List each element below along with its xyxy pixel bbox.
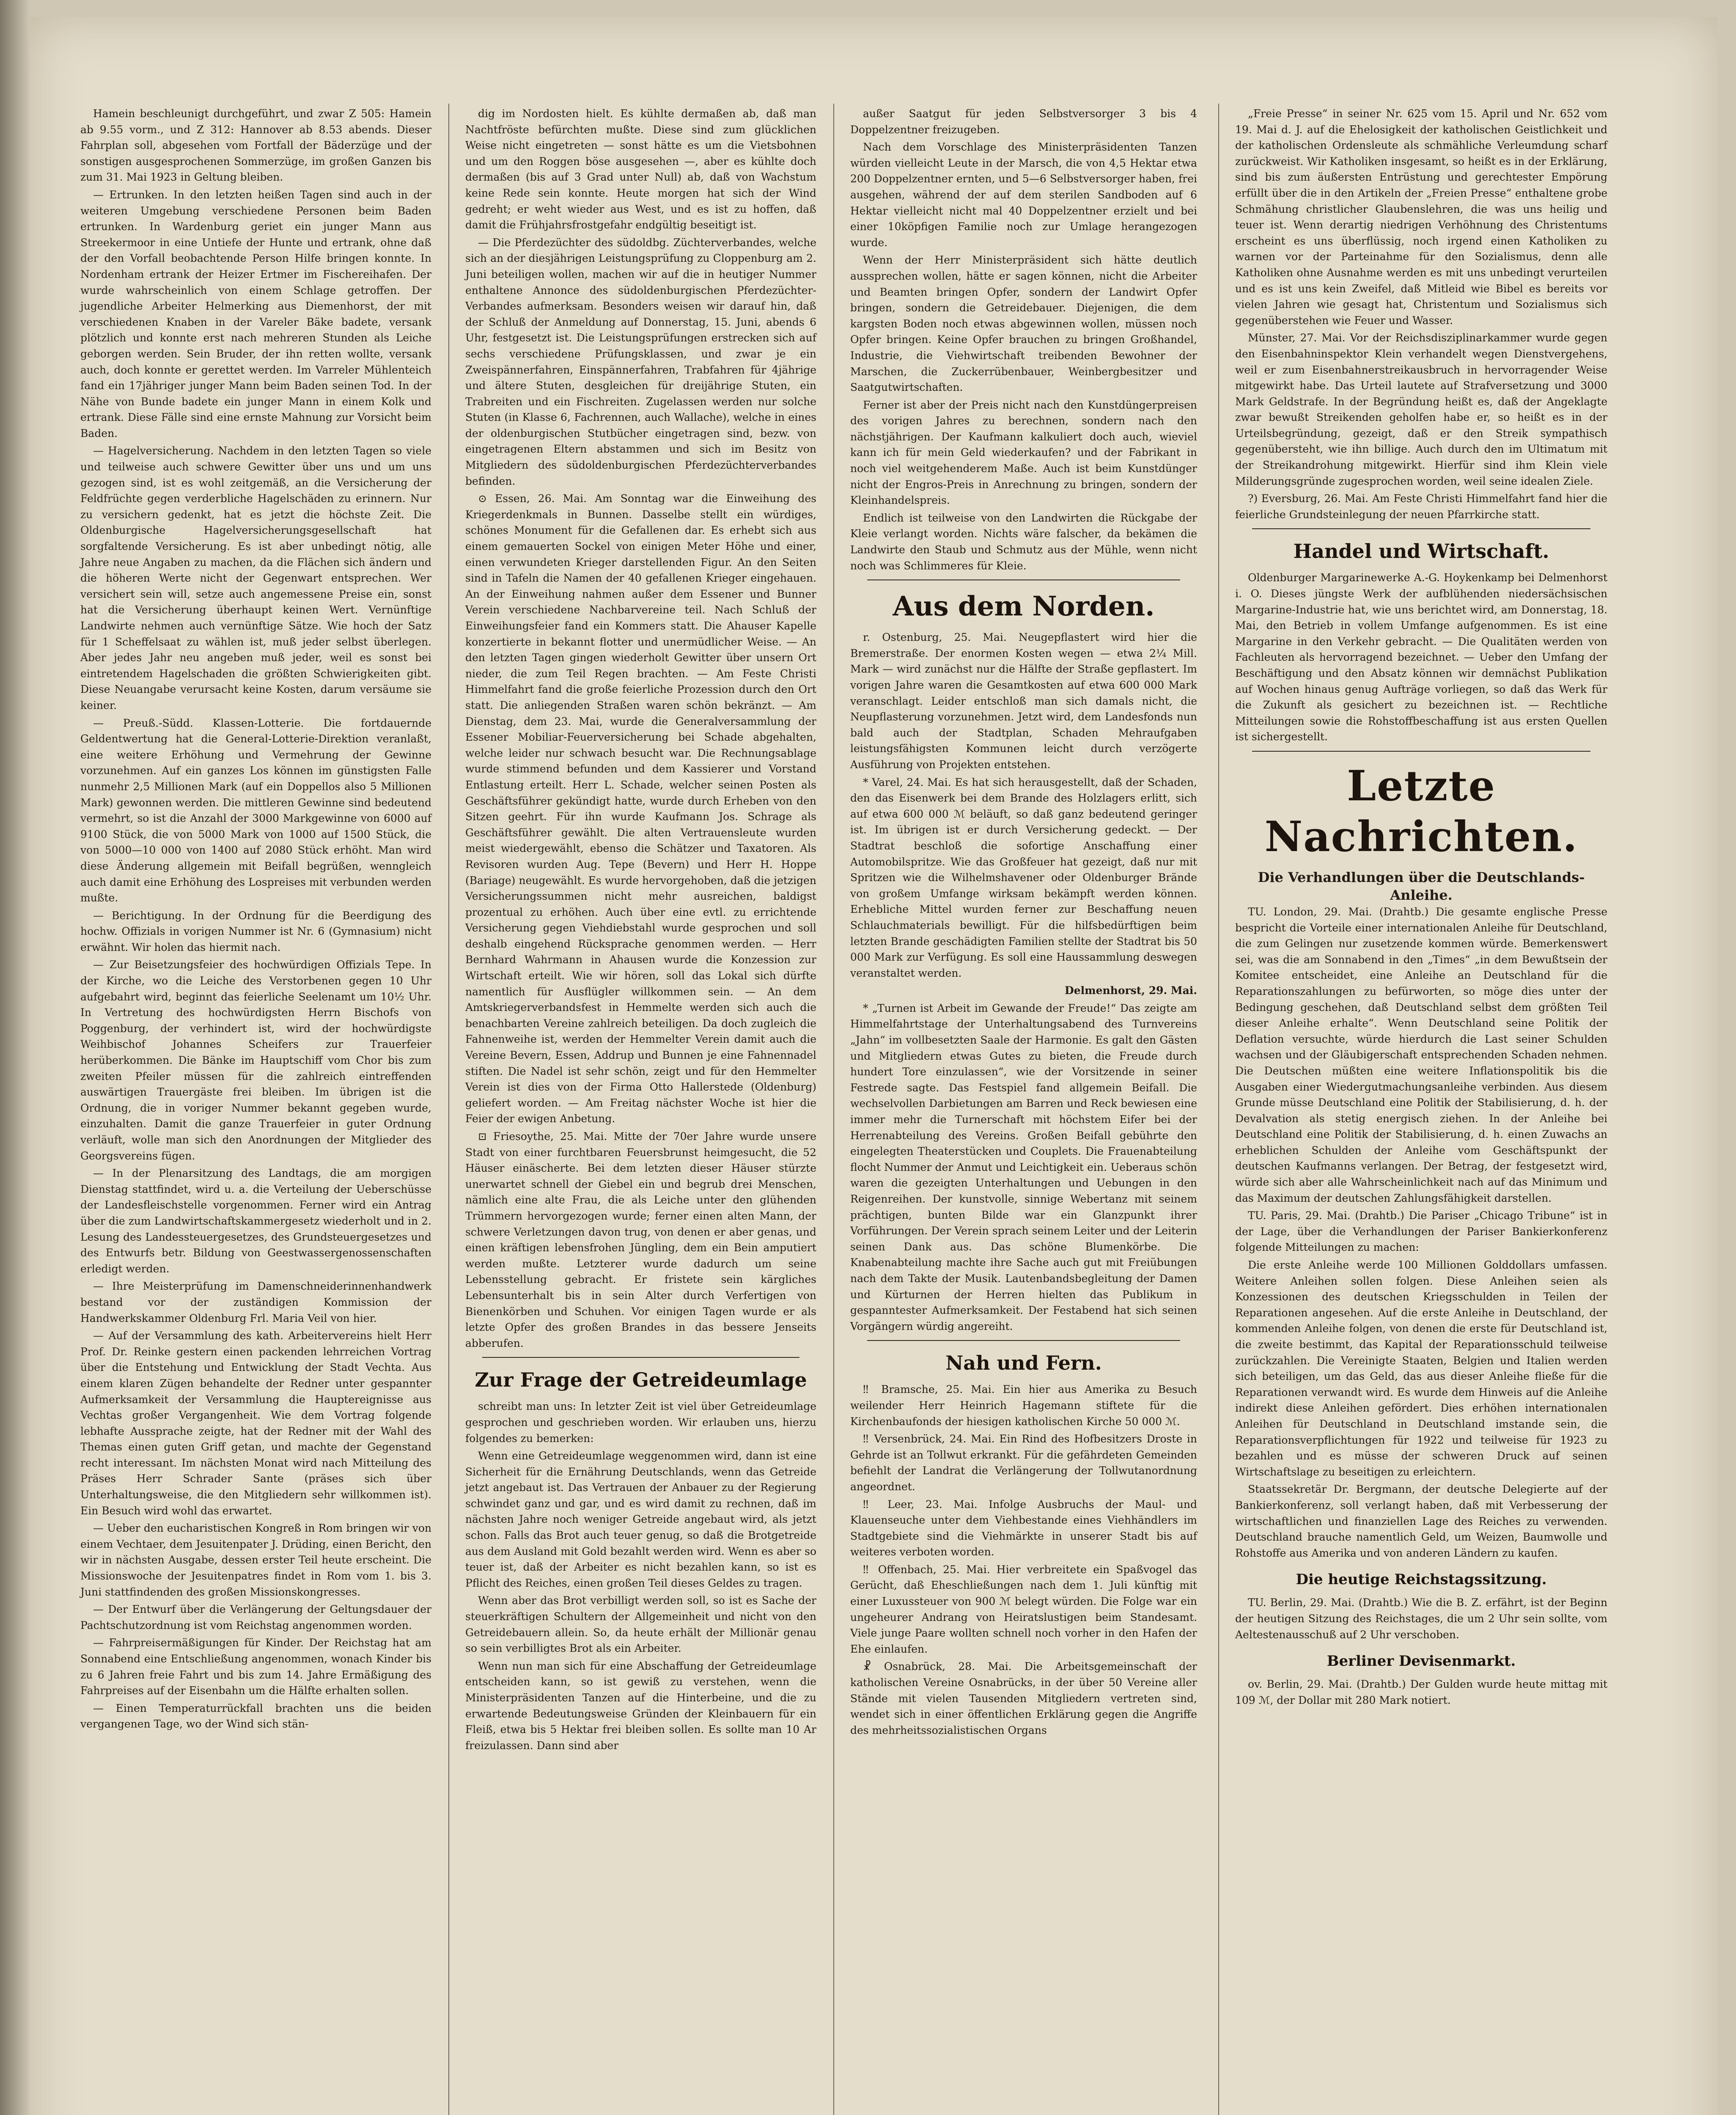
paragraph: dig im Nordosten hielt. Es kühlte dermaßen ab, daß man Nachtfröste befürchten mußte. Diese sind zum glücklichen Weise nicht eingetreten — sonst hätte es um die Vietsbohnen und um den Roggen böse ausgesehen —, aber es kühlte doch dermaßen (bis auf 3 Grad unter Null) ab, daß von Wachstum keine Rede sein konnte. Heute morgen hat sich der Wind gedreht; er weht wieder aus West, und es ist zu hoffen, daß damit die Frühjahrsfrostgefahr endgültig beseitigt ist. [465,107,816,231]
paragraph: TU. Berlin, 29. Mai. (Drahtb.) Wie die B. Z. erfährt, ist der Beginn der heutigen Sitzung des Reichstages, die um 2 Uhr sein sollte, vom Aeltestenausschuß auf 2 Uhr verschoben. [1235,1596,1607,1641]
paragraph: ‼ Leer, 23. Mai. Infolge Ausbruchs der Maul- und Klauenseuche unter dem Viehbestande eines Viehhändlers im Stadtgebiete sind die Viehmärkte in unserer Stadt bis auf weiteres verboten worden. [850,1498,1197,1558]
paragraph: r. Ostenburg, 25. Mai. Neugepflastert wird hier die Bremerstraße. Der enormen Kosten wegen — etwa 2¼ Mill. Mark — wird zunächst nur die Hälfte der Straße gepflastert. Im vorigen Jahre waren die Gesamtkosten auf etwa 600 000 Mark veranschlagt. Leider entschloß man sich damals nicht, die Neupflasterung vorzunehmen. Jetzt wird, dem Landesfonds nun bald auch der Stadtplan, Schaden Mehraufgaben leistungsfähigsten Kommunen leicht durch verzögerte Ausführung von Projekten entstehen. [850,631,1197,771]
paragraph: — Ueber den eucharistischen Kongreß in Rom bringen wir von einem Vechtaer, dem Jesuitenpater J. Drüding, einen Bericht, den wir in nächsten Ausgabe, dessen erster Teil heute erscheint. Die Missionswoche der Jesuitenpatres findet in Rom vom 1. bis 3. Juni stattfindenden des großen Missionskongresses. [80,1522,431,1598]
paragraph: — Zur Beisetzungsfeier des hochwürdigen Offizials Tepe. In der Kirche, wo die Leiche des Verstorbenen gegen 10 Uhr aufgebahrt wird, beginnt das feierliche Seelenamt um 10½ Uhr. In Vertretung des hochwürdigsten Herrn Bischofs von Poggenburg, der verhindert ist, wird der hochwürdigste Weihbischof Johannes Scheifers zur Trauerfeier herüberkommen. Die Bänke im Hauptschiff vom Chor bis zum zweiten Pfeiler müssen für die zahlreich eintreffenden auswärtigen Trauergäste frei bleiben. Im übrigen ist die Ordnung, die in voriger Nummer bekannt gegeben wurde, einzuhalten. Damit die ganze Trauerfeier in guter Ordnung verläuft, wolle man sich den Anordnungen der Mitglieder des Georgsvereins fügen. [80,959,431,1162]
article-block [1235,904,1607,1561]
paragraph: * Varel, 24. Mai. Es hat sich herausgestellt, daß der Schaden, den das Eisenwerk bei dem Brande des Holzlagers erlitt, sich auf etwa 600 000 ℳ beläuft, so daß ganz bedeutend geringer ist. Im übrigen ist er durch Versicherung gedeckt. — Der Stadtrat beschloß die sofortige Anschaffung einer Automobilspritze. Wie das Großfeuer hat gezeigt, daß nur mit Spritzen wie die Wilhelmshavener oder Oldenburger Brände von großem Umfange wirksam bekämpft werden können. Erhebliche Mittel wurden ferner zur Beschaffung neuen Schlauchmaterials bewilligt. Für die hilfsbedürftigen beim letzten Brande geschädigten Familien stellte der Stadtrat bis 50 000 Mark zur Verfügung. Es soll eine Haussammlung deswegen veranstaltet werden. [850,776,1197,979]
paragraph: Wenn der Herr Ministerpräsident sich hätte deutlich aussprechen wollen, hätte er sagen können, nicht die Arbeiter und Beamten bringen Opfer, sondern der Landwirt Opfer bringen, sondern die Getreidebauer. Diejenigen, die dem kargsten Boden noch etwas abgewinnen wollen, müssen noch Opfer bringen. Keine Opfer brauchen zu bringen Großhandel, Industrie, die Viehwirtschaft treibenden Bewohner der Marschen, die Zuckerrübenbauer, Weinbergbesitzer und Saatgutwirtschaften. [850,254,1197,394]
paragraph: ⊡ Friesoythe, 25. Mai. Mitte der 70er Jahre wurde unsere Stadt von einer furchtbaren Feuersbrunst heimgesucht, die 52 Häuser einäscherte. Bei dem letzten dieser Häuser stürzte unerwartet schnell der Giebel ein und begrub drei Menschen, nämlich eine alte Frau, die als Leiche unter den glühenden Trümmern hervorgezogen wurde; ferner einen alten Mann, der schwere Verletzungen davon trug, von denen er aber genas, und einen kräftigen lebensfrohen Jüngling, dem ein Bein amputiert werden mußte. Letzterer wurde dadurch um seine Lebensstellung gebracht. Er fristete sein kärgliches Lebensunterhalt bis in sein Alter durch Verfertigen von Bienenkörben und Schuhen. Vor einigen Tagen wurde er als letzte Opfer des großen Brandes in das bessere Jenseits abberufen. [465,1130,816,1349]
article-block [1235,106,1607,522]
column-2 [465,106,816,1755]
paragraph: ‼ Bramsche, 25. Mai. Ein hier aus Amerika zu Besuch weilender Herr Heinrich Hagemann stiftete für die Kirchenbaufonds der hiesigen katholischen Kirche 50 000 ℳ. [850,1383,1197,1428]
paragraph: ov. Berlin, 29. Mai. (Drahtb.) Der Gulden wurde heute mittag mit 109 ℳ, der Dollar mit 280 Mark notiert. [1235,1678,1607,1706]
paragraph: „Freie Presse“ in seiner Nr. 625 vom 15. April und Nr. 652 vom 19. Mai d. J. auf die Ehelosigkeit der katholischen Geistlichkeit und der katholischen Ordensleute als schmähliche Verleumdung scharf zurückweist. Wir Katholiken insgesamt, so heißt es in der Erklärung, sind bis zum äußersten Entrüstung und gerechtester Empörung erfüllt über die in den Artikeln der „Freien Presse“ enthaltene grobe Schmähung christlicher Glaubenslehren, die was uns heilig und teuer ist. Wenn derartig niedrigen Verhöhnung des Christentums erscheint es uns überflüssig, noch irgend einen Katholiken zu warnen vor der Parteinahme für den Sozialismus, denn alle Katholiken ohne Ausnahme werden es mit uns unbedingt verurteilen und es ist uns kein Zweifel, daß Mitleid wie Bibel es bereits vor vielen Jahren wie gesagt hat, Christentum und Sozialismus sich gegenüberstehen wie Feuer und Wasser. [1235,107,1607,327]
article-block [465,1398,816,1753]
paragraph: — Hagelversicherung. Nachdem in den letzten Tagen so viele und teilweise auch schwere Gewitter über uns und um uns gezogen sind, ist es wohl zeitgemäß, an die Versicherung der Feldfrüchte gegen verderbliche Hagelschäden zu erinnern. Nur zu versichern gedenkt, hat es jetzt die höchste Zeit. Die Oldenburgische Hagelversicherungsgesellschaft hat sorgfaltende Versicherung. Es ist aber unbedingt nötig, alle Jahre neue Angaben zu machen, da die Flächen sich ändern und die höheren Werte nicht der Gegenwart entsprechen. Wer versichert sein will, setze auch angemessene Preise ein, sonst hat die Versicherung überhaupt keinen Wert. Vernünftige Landwirte nehmen auch vernünftige Sätze. Wie hoch der Satz für 1 Scheffelsaat zu wählen ist, muß jeder selbst überlegen. Aber jedes Jahr neu angeben muß jeder, weil es sonst bei eintretendem Hagelschaden die größten Schwierigkeiten gibt. Diese Neuangabe verursacht keine Kosten, darum versäume sie keiner. [80,445,431,711]
column-4 [1235,106,1607,1710]
article-block [850,629,1197,981]
article-block [850,1000,1197,1334]
page-edge-shadow [0,0,30,2115]
paragraph: Die erste Anleihe werde 100 Millionen Golddollars umfassen. Weitere Anleihen sollen folgen. Diese Anleihen seien als Konzessionen des deutschen Kriegsschulden in Teilen der Reparationen angesehen. Auf die erste Anleihe in Deutschland, der kommenden Anleihe folgen, von denen die erste für Deutschland ist, die zweite bestimmt, das Kapital der Reparationsschuld teilweise zurückzahlen. Die Vereinigte Staaten, Belgien und Italien werden sich beteiligen, um das Geld, das aus dieser Anleihe fließe für die Reparationen verwandt wird. Es wurde dem Hinweis auf die Anleihe indirekt diese Anleihen gefördert. Dies erhöhen internationalen Anleihen für Deutschland in Deutschland imstande sein, die Reparationsverpflichtungen für 1922 und teilweise für 1923 zu bezahlen und es müsse der schweren Druck auf seinen Wirtschaftslage zu beseitigen zu erleichtern. [1235,1259,1607,1478]
headline-letzte-nachrichten: Letzte Nachrichten. [1264,761,1578,861]
paragraph: ‼ Versenbrück, 24. Mai. Ein Rind des Hofbesitzers Droste in Gehrde ist an Tollwut erkrankt. Für die gefährdeten Gemeinden befiehlt der Landrat die Verlängerung der Tollwutanordnung angeordnet. [850,1433,1197,1493]
paragraph: Wenn nun man sich für eine Abschaffung der Getreideumlage entscheiden kann, so ist gewiß zu verstehen, wenn die Ministerpräsidenten Tanzen auf die Hinterbeine, und die zu erwartende Bedeutungsweise Gründen der Kleinbauern für ein Fleiß, etwa bis 5 Hektar frei bleiben sollen. Es sollte man 10 Ar freizulassen. Dann sind aber [465,1659,816,1752]
divider [482,1357,799,1358]
paragraph: TU. London, 29. Mai. (Drahtb.) Die gesamte englische Presse bespricht die Vorteile einer internationalen Anleihe für Deutschland, die zum Gelingen nur zusetzende kommen würde. Bemerkenswert sei, was die am Sonnabend in den „Times“ „in dem Bewußtsein der Komitee entscheidet, eine Anleihe an Deutschland für die Reparationszahlungen zu befürworten, so möge dies unter der Bedingung geschehen, daß Deutschland selbst dem größten Teil dieser Anleihe erhalte“. Wenn Deutschland seine Politik der Deflation versuchte, würde hierdurch die Last seiner Schulden wachsen und der Gläubigerschaft entsprechenden Schaden nehmen. Die Deutschen müßten eine weitere Inflationspolitik bis die Ausgaben einer Wiedergutmachungsanleihe verbinden. Aus diesem Grunde müsse Deutschland eine Politik der Stabilisierung, d. h. der Devalvation als stetig energisch ziehen. In der Anleihe bei Deutschland eine Politik der Stabilisierung, d. h. einen Zuwachs an erheblichen Schulden der Anleihe vom Geschäftspunkt der deutschen Kaufmanns verlangen. Der Betrag, der festgesetzt wird, würde sich aber alle Wahrscheinlichkeit nach auf das Minimum und das Maximum der deutschen Zahlungsfähigkeit darstellen. [1235,905,1607,1204]
paragraph: — Ertrunken. In den letzten heißen Tagen sind auch in der weiteren Umgebung verschiedene Personen beim Baden ertrunken. In Wardenburg geriet ein junger Mann aus Streekermoor in eine Untiefe der Hunte und ertrank, ohne daß der den Vorfall beobachtende Person Hilfe bringen konnte. In Nordenham ertrank der Heizer Ertmer im Fischereihafen. Der wurde wahrscheinlich von einem Schlage getroffen. Der jugendliche Arbeiter Helmerking aus Diemenhorst, der mit verschiedenen Knaben in der Vareler Bäke badete, versank plötzlich und konnte erst nach mehreren Stunden als Leiche geborgen werden. Sein Bruder, der ihn retten wollte, versank auch, doch konnte er gerettet werden. Im Varreler Mühlenteich fand ein 17jähriger junger Mann beim Baden seinen Tod. In der Nähe von Bunde badete ein junger Mann in einem Kolk und ertrank. Diese Fälle sind eine ernste Mahnung zur Vorsicht beim Baden. [80,188,431,439]
article-block [465,106,816,489]
paragraph: — Auf der Versammlung des kath. Arbeitervereins hielt Herr Prof. Dr. Reinke gestern einen packenden lehrreichen Vortrag über die Entstehung und Entwicklung der Stadt Vechta. Aus einem klaren Zügen behandelte der Redner unter gespannter Aufmerksamkeit der Versammlung die Hauptereignisse aus Vechtas großer Vergangenheit. Wie dem Vortrag folgende lebhafte Aussprache zeigte, hat der Redner mit der Wahl des Themas einen guten Griff getan, und machte der Gegenstand recht interessant. Im nächsten Monat wird nach Mitteilung des Präses Herr Schrader Sante (präses sich über Unterhaltungsweise, die den Mitgliedern sehr willkommen ist). Ein Besuch wird wohl das erwartet. [80,1329,431,1517]
divider [867,1340,1180,1341]
paragraph: Hamein beschleunigt durchgeführt, und zwar Z 505: Hamein ab 9.55 vorm., und Z 312: Hannover ab 8.53 abends. Dieser Fahrplan soll, abgesehen vom Fortfall der Bäderzüge und der sonstigen ausgesprochenen Sommerzüge, im großen Ganzen bis zum 31. Mai 1923 in Geltung bleiben. [80,107,431,184]
article-block [465,491,816,1351]
paragraph: Wenn eine Getreideumlage weggenommen wird, dann ist eine Sicherheit für die Ernährung Deutschlands, wenn das Getreide jetzt angebaut ist. Das Vertrauen der Anbauer zu der Regierung schwindet ganz und gar, und es wird damit zu rechnen, daß im nächsten Jahre noch weniger Getreide angebaut wird, als jetzt schon. Falls das Brot auch teuer genug, so daß die Brotgetreide aus dem Ausland mit Gold bezahlt werden wird. Wenn es aber so teuer ist, daß der Arbeiter es nicht bezahlen kann, so ist es Pflicht des Reiches, einen großen Teil dieses Geldes zu tragen. [465,1450,816,1589]
column-3 [850,106,1197,1740]
paragraph: ☧ Osnabrück, 28. Mai. Die Arbeitsgemeinschaft der katholischen Vereine Osnabrücks, in der über 50 Vereine aller Stände mit vielen Tausenden Mitgliedern vertreten sind, wendet sich in einer öffentlichen Erklärung gegen die Angriffe des mehrheitssozialistischen Organs [850,1660,1197,1736]
column-1 [80,106,431,1734]
paragraph: Wenn aber das Brot verbilligt werden soll, so ist es Sache der steuerkräftigen Schultern der Allgemeinheit und nicht von den Getreidebauern allein. So, da heute erhält der Millionär genau so sein verbilligtes Brot als ein Arbeiter. [465,1594,816,1655]
headline-handel-und-wirtschaft: Handel und Wirtschaft. [1293,540,1549,563]
paragraph: Oldenburger Margarinewerke A.-G. Hoykenkamp bei Delmenhorst i. O. Dieses jüngste Werk der aufblühenden niedersächsischen Margarine-Industrie hat, wie uns berichtet wird, am Donnerstag, 18. Mai, den Betrieb in vollem Umfange aufgenommen. Es ist eine Margarine in den Verkehr gebracht. — Die Qualitäten werden von Fachleuten als hervorragend bezeichnet. — Ueber den Umfang der Beschäftigung und den Absatz können wir demnächst Publikation auf Wochen hinaus genug Aufträge vorliegen, so daß das Werk für die Zukunft als gesichert zu bezeichnen ist. — Rechtliche Mitteilungen sowie die Rohstoffbeschaffung ist aus ersten Quellen ist sichergestellt. [1235,571,1607,743]
paragraph: ?) Eversburg, 26. Mai. Am Feste Christi Himmelfahrt fand hier die feierliche Grundsteinlegung der neuen Pfarrkirche statt. [1235,492,1607,521]
paragraph: Nach dem Vorschlage des Ministerpräsidenten Tanzen würden vielleicht Leute in der Marsch, die von 4,5 Hektar etwa 200 Doppelzentner ernten, und 5—6 Selbstversorger haben, frei ausgehen, während der auf dem sterilen Sandboden auf 6 Hektar vielleicht nicht mal 40 Doppelzentner erzielt und bei einer 10köpfigen Familie noch zur Umlage herangezogen wurde. [850,141,1197,249]
column-rule [1218,104,1219,2115]
headline-aus-dem-norden: Aus dem Norden. [893,591,1155,623]
paragraph: Endlich ist teilweise von den Landwirten die Rückgabe der Kleie verlangt worden. Nichts wäre falscher, da bekämen die Landwirte den Staub und Schmutz aus der Mühle, wenn nicht noch was Schlimmeres für Kleie. [850,511,1197,572]
divider [1252,751,1590,752]
paragraph: — In der Plenarsitzung des Landtags, die am morgigen Dienstag stattfindet, wird u. a. die Verteilung der Ueberschüsse der Landesfleischstelle vorgenommen. Ferner wird ein Antrag über die zum Landwirtschaftskammergesetz wiederholt und in 2. Lesung des Landessteuergesetzes, des Grundsteuergesetzes und des Entwurfs betr. Bildung von Geestwassergenossenschaften erledigt werden. [80,1167,431,1275]
subhead-devisenmarkt: Berliner Devisenmarkt. [1327,1653,1516,1670]
paragraph: * „Turnen ist Arbeit im Gewande der Freude!“ Das zeigte am Himmelfahrtstage der Unterhaltungsabend des Turnvereins „Jahn“ im vollbesetzten Saale der Harmonie. Es galt den Gästen und Mitgliedern etwas Gutes zu bieten, die Freude durch hundert Tore einzulassen“, wie der Vorsitzende in seiner Festrede sagte. Das Festspiel fand allgemein Beifall. Die wechselvollen Darbietungen am Barren und Reck bewiesen eine immer mehr die Turnerschaft mit höchstem Eifer bei der Herrenabteilung des Vereins. Großen Beifall gebührte den eingelegten Theaterstücken und Couplets. Die Frauenabteilung flocht Nummer der Anmut und Leichtigkeit ein. Ueberaus schön waren die gezeigten Unterhaltungen und Uebungen in den Reigenreihen. Der kunstvolle, sinnige Webertanz mit seinem prächtigen, bunten Bilde war ein Glanzpunkt ihrer Vorführungen. Der Verein sprach seinem Leiter und der Leiterin seinen Dank aus. Das schöne Blumenkörbe. Die Knabenabteilung machte ihre Sache auch gut mit Freiübungen nach dem Takte der Musik. Lautenbandsbegleitung der Damen und Kürturnen der Herren hielten das Publikum in gespanntester Aufmerksamkeit. Der Festabend hat sich seinen Vorgängern würdig angereiht. [850,1002,1197,1332]
dateline-delmenhorst: Delmenhorst, 29. Mai. [1065,984,1197,997]
paragraph: ⊙ Essen, 26. Mai. Am Sonntag war die Einweihung des Kriegerdenkmals in Bunnen. Dasselbe stellt ein würdiges, schönes Monument für die Gefallenen dar. Es erhebt sich aus einem gemauerten Sockel von einigen Meter Höhe und einer, einen verwundeten Krieger darstellenden Figur. An den Seiten sind in Tafeln die Namen der 40 gefallenen Krieger eingehauen. An der Einweihung nahmen außer dem Essener und Bunner Verein verschiedene Nachbarvereine teil. Nach Schluß der Einweihungsfeier fand ein Kommers statt. Die Ahauser Kapelle konzertierte in bekannt flotter und unermüdlicher Weise. — An den letzten Tagen gingen wiederholt Gewitter über unsern Ort nieder, die zum Teil Regen brachten. — Am Feste Christi Himmelfahrt fand die große feierliche Prozession durch den Ort statt. Die anliegenden Straßen waren schön bekränzt. — Am Dienstag, dem 23. Mai, wurde die Generalversammlung der Essener Mobiliar-Feuerversicherung bei Schade abgehalten, welche leider nur schwach besucht war. Die Rechnungsablage wurde stimmend befunden und dem Kassierer und Vorstand Entlastung erteilt. Herr L. Schade, welcher seinen Posten als Geschäftsführer gekündigt hatte, wurde durch Erheben von den Sitzen geehrt. Für ihn wurde Kaufmann Jos. Schrage als Geschäftsführer gewählt. Die alten Vertrauensleute wurden meist wiedergewählt, ebenso die Schätzer und Taxatoren. Als Revisoren wurden Aug. Tepe (Bevern) und Herr H. Hoppe (Bariage) neugewählt. Es wurde hervorgehoben, daß die jetzigen Versicherungssummen nicht mehr ausreichen, baldigst prozentual zu erhöhen. Auch über eine evtl. zu errichtende Versicherung gegen Viehdiebstahl wurde gesprochen und soll deshalb eingehend Rücksprache genommen werden. — Herr Bernhard Wahrmann in Ahausen wurde die Konzession zur Wirtschaft erteilt. Wie wir hören, soll das Lokal sich dürfte namentlich für Ausflügler willkommen sein. — An dem Amtskriegerverbandsfest in Hemmelte werden sich auch die benachbarten Vereine zahlreich beteiligen. Da doch zugleich die Fahnenweihe ist, werden der Hemmelter Verein damit auch die Vereine Bevern, Essen, Addrup und Bunnen je eine Fahnennadel stiften. Die Nadel ist sehr schön, zeigt und für den Hemmelter Verein ist dies von der Firma Otto Hallerstede (Oldenburg) geliefert worden. — Am Freitag nächster Woche ist hier die Feier der ewigen Anbetung. [465,492,816,1125]
article-block [850,106,1197,574]
paragraph: — Fahrpreisermäßigungen für Kinder. Der Reichstag hat am Sonnabend eine Entschließung angenommen, wonach Kinder bis zu 6 Jahren freie Fahrt und bis zum 14. Jahre Ermäßigung des Fahrpreises auf der Eisenbahn um die Hälfte erhalten sollen. [80,1637,431,1697]
paragraph: — Der Entwurf über die Verlängerung der Geltungsdauer der Pachtschutzordnung ist vom Reichstag angenommen worden. [80,1603,431,1632]
paragraph: Münster, 27. Mai. Vor der Reichsdisziplinarkammer wurde gegen den Eisenbahninspektor Klein verhandelt wegen Dienstvergehens, weil er zum Eisenbahnerstreikausbruch in hervorragender Weise mitgewirkt habe. Das Urteil lautete auf Strafversetzung und 3000 Mark Geldstrafe. In der Begründung heißt es, daß der Angeklagte zwar bewußt Streikenden geholfen habe er, so heißt es in der Urteilsbegründung, gezeigt, daß er den Streik sympathisch gegenübersteht, wie ihn billige. Auch durch den im Ultimatum mit der Streikandrohung mitgewirkt. Hierfür sind ihm Klein viele Milderungsgründe zugesprochen worden, weil seine idealen Ziele. [1235,332,1607,487]
subhead-reichstagssitzung: Die heutige Reichstagssitzung. [1296,1571,1547,1588]
article-block [1235,1676,1607,1708]
paragraph: — Berichtigung. In der Ordnung für die Beerdigung des hochw. Offizials in vorigen Nummer ist Nr. 6 (Gymnasium) nicht erwähnt. Wir holen das hiermit nach. [80,909,431,953]
column-rule [448,104,449,2115]
divider [1252,528,1590,529]
paragraph: schreibt man uns: In letzter Zeit ist viel über Getreideumlage gesprochen und geschrieben worden. Wir erlauben uns, hierzu folgendes zu bemerken: [465,1400,816,1445]
headline-nah-und-fern: Nah und Fern. [945,1351,1102,1375]
paragraph: — Ihre Meisterprüfung im Damenschneiderinnenhandwerk bestand vor der zuständigen Kommission der Handwerkskammer Oldenburg Frl. Maria Veil von hier. [80,1280,431,1324]
paragraph: außer Saatgut für jeden Selbstversorger 3 bis 4 Doppelzentner freizugeben. [850,107,1197,136]
paragraph: TU. Paris, 29. Mai. (Drahtb.) Die Pariser „Chicago Tribune“ ist in der Lage, über die Verhandlungen der Pariser Bankierkonferenz folgende Mitteilungen zu machen: [1235,1209,1607,1254]
paragraph: — Preuß.-Südd. Klassen-Lotterie. Die fortdauernde Geldentwertung hat die General-Lotterie-Direktion veranlaßt, eine weitere Erhöhung und Vermehrung der Gewinne vorzunehmen. Auf ein ganzes Los können im günstigsten Falle nunmehr 2,5 Millionen Mark (auf ein Doppellos also 5 Millionen Mark) gewonnen werden. Die mittleren Gewinne sind bedeutend vermehrt, so ist die Anzahl der 3000 Markgewinne von 6000 auf 9100 Stück, die von 5000 Mark von 1000 auf 1500 Stück, die von 5000—10 000 von 1400 auf 2080 Stück erhöht. Man wird diese Änderung allgemein mit Beifall begrüßen, wenngleich auch damit eine Erhöhung des Lospreises mit verbunden werden mußte. [80,717,431,904]
paragraph: ‼ Offenbach, 25. Mai. Hier verbreitete ein Spaßvogel das Gerücht, daß Eheschließungen nach dem 1. Juli künftig mit einer Luxussteuer von 900 ℳ belegt würden. Die Folge war ein ungeheurer Andrang von Heiratslustigen beim Standesamt. Viele junge Paare wollten schnell noch vorher in den Hafen der Ehe einlaufen. [850,1563,1197,1655]
article-block [80,106,431,1732]
subhead-anleihe: Die Verhandlungen über die Deutschlands-Anleihe. [1258,869,1585,903]
paragraph: Staatssekretär Dr. Bergmann, der deutsche Delegierte auf der Bankierkonferenz, soll verlangt haben, daß mit Verbesserung der wirtschaftlichen und finanziellen Lage des Reiches zu verwenden. Deutschland brauche namentlich Geld, um Weizen, Baumwolle und Rohstoffe aus Amerika und von anderen Ländern zu kaufen. [1235,1483,1607,1559]
headline-getreideumlage: Zur Frage der Getreideumlage [475,1368,807,1392]
paragraph: Ferner ist aber der Preis nicht nach den Kunstdüngerpreisen des vorigen Jahres zu berechnen, sondern nach den nächstjährigen. Der Kaufmann kalkuliert doch auch, wieviel kann ich für mein Geld wiederkaufen? und der Fabrikant in noch viel weitgehenderem Maße. Auch ist beim Kunstdünger nicht der Engros-Preis in Anrechnung zu bringen, sondern der Kleinhandelspreis. [850,398,1197,507]
article-block [1235,1595,1607,1643]
article-block [1235,570,1607,745]
column-rule [833,104,834,2115]
article-block [850,1382,1197,1738]
paragraph: — Die Pferdezüchter des südoldbg. Züchterverbandes, welche sich an der diesjährigen Leistungsprüfung zu Cloppenburg am 2. Juni beteiligen wollen, machen wir auf die in heutiger Nummer enthaltene Annonce des südoldenburgischen Pferdezüchter-Verbandes aufmerksam. Besonders weisen wir darauf hin, daß der Schluß der Anmeldung auf Donnerstag, 15. Juni, abends 6 Uhr, festgesetzt ist. Die Leistungsprüfungen erstrecken sich auf sechs verschiedene Prüfungsklassen, und zwar je ein Zweispännerfahren, Einspännerfahren, Trabfahren für 4jährige und ältere Stuten, desgleichen für dreijährige Stuten, ein Trabreiten und ein Fischreiten. Zugelassen werden nur solche Stuten (in Klasse 6, Fachrennen, auch Wallache), welche in eines der oldenburgischen Stutbücher eingetragen sind, bezw. von eingetragenen Eltern abstammen und sich im Besitz von Mitgliedern des südoldenburgischen Pferdezüchterverbandes befinden. [465,236,816,487]
paragraph: — Einen Temperaturrückfall brachten uns die beiden vergangenen Tage, wo der Wind sich stän- [80,1702,431,1730]
